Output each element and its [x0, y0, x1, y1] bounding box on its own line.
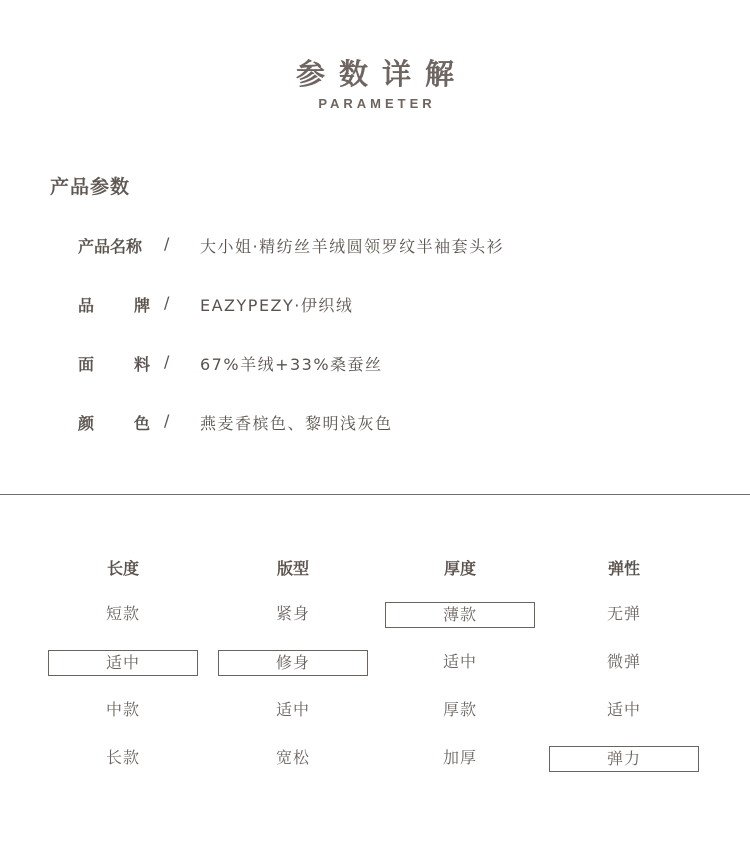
- param-row-product-name: [78, 234, 718, 258]
- param-value: 燕麦香槟色、黎明浅灰色: [200, 414, 393, 433]
- param-row-material: [78, 352, 718, 376]
- attribute-option: 紧身: [275, 604, 310, 623]
- attribute-column-elasticity: [549, 556, 699, 768]
- attribute-option: 无弹: [606, 604, 641, 623]
- attribute-option: 适中: [606, 700, 641, 719]
- param-label-text: 产品名称: [78, 237, 143, 256]
- attribute-option-selected: 修身: [218, 650, 368, 676]
- attribute-option: 宽松: [275, 748, 310, 767]
- param-label-char: 料: [133, 355, 150, 374]
- param-label-char: 品: [78, 296, 95, 315]
- param-separator: /: [164, 352, 170, 371]
- attribute-option: 短款: [105, 604, 140, 623]
- column-header: 版型: [276, 559, 309, 578]
- param-label: [78, 411, 150, 434]
- attribute-option-selected: 薄款: [385, 602, 535, 628]
- param-value: EAZYPEZY·伊织绒: [200, 296, 354, 315]
- attribute-option: 适中: [275, 700, 310, 719]
- param-row-brand: [78, 293, 718, 317]
- attribute-option: 适中: [442, 652, 477, 671]
- param-separator: /: [164, 234, 170, 253]
- attribute-option: 微弹: [606, 652, 641, 671]
- section-divider: [0, 494, 750, 495]
- attribute-option: 加厚: [442, 748, 477, 767]
- column-header: 长度: [106, 559, 139, 578]
- param-row-color: [78, 411, 718, 435]
- param-label: [78, 293, 150, 316]
- attribute-option-selected: 适中: [48, 650, 198, 676]
- param-separator: /: [164, 293, 170, 312]
- column-header: 弹性: [607, 559, 640, 578]
- param-label: [78, 352, 150, 375]
- attribute-column-fit: [218, 556, 368, 767]
- param-value: 大小姐·精纺丝羊绒圆领罗纹半袖套头衫: [200, 237, 505, 256]
- param-label: [78, 234, 150, 257]
- param-label-char: 牌: [133, 296, 150, 315]
- param-label-char: 色: [133, 414, 150, 433]
- attribute-column-length: [48, 556, 198, 767]
- param-separator: /: [164, 411, 170, 430]
- param-label-char: 颜: [78, 414, 95, 433]
- page-subtitle: PARAMETER: [318, 96, 436, 111]
- attribute-option: 长款: [105, 748, 140, 767]
- attribute-option-selected: 弹力: [549, 746, 699, 772]
- attribute-column-thickness: [385, 556, 535, 767]
- section-heading-product-params: 产品参数: [50, 176, 131, 198]
- attribute-option: 中款: [105, 700, 140, 719]
- page-title: 参数详解: [295, 57, 468, 91]
- column-header: 厚度: [443, 559, 476, 578]
- param-label-char: 面: [78, 355, 95, 374]
- attribute-option: 厚款: [442, 700, 477, 719]
- param-value: 67%羊绒+33%桑蚕丝: [200, 355, 383, 374]
